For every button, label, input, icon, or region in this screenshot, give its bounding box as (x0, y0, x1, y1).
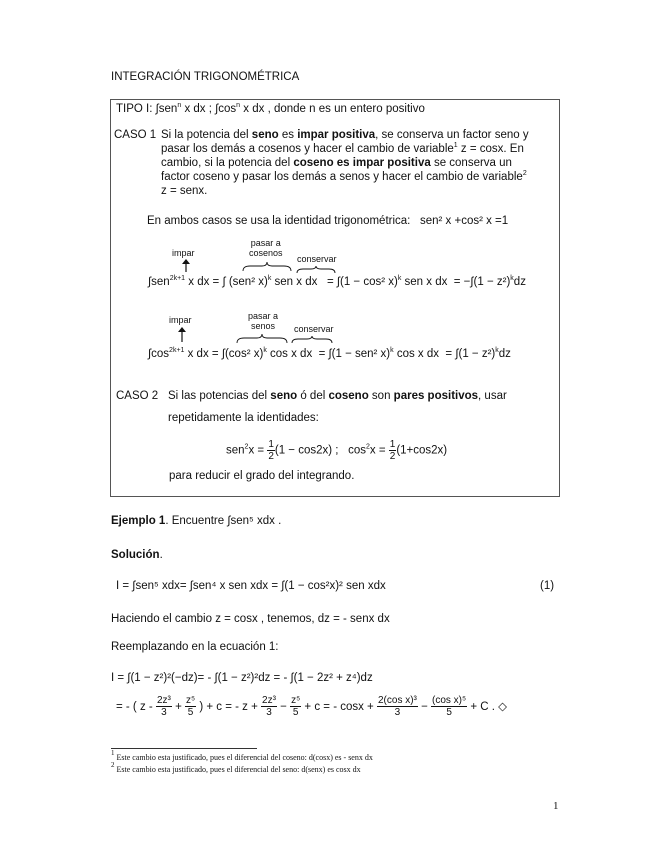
eq3-b: ) + c = - z + (199, 701, 258, 713)
id1-half-den: 2 (268, 451, 274, 462)
caso2-bold-coseno: coseno (328, 390, 369, 402)
page-title: INTEGRACIÓN TRIGONOMÉTRICA (111, 71, 300, 83)
eq3-d: + c = - cosx + (304, 701, 374, 713)
footnote-1-text: Este cambio esta justificado, pues el diferencial del coseno: d(cosx) es - senx dx (114, 753, 373, 762)
eq2: I = ∫(1 − z²)²(−dz)= - ∫(1 − z²)²dz = - ∫(1 − 2z² + z⁴)dz (111, 672, 373, 684)
sen-mid: ∫ (sen² x) (222, 276, 268, 288)
caso1-bold-es: es (333, 157, 353, 169)
sen-conservar-label: conservar (297, 254, 337, 264)
tipo1-int-cos: ∫cos (215, 103, 237, 115)
solucion-dot: . (159, 549, 163, 561)
eq1: I = ∫sen⁵ xdx= ∫sen⁴ x sen xdx = ∫(1 − cos²x)² sen xdx (116, 580, 386, 592)
eq3-f1-num: 2z³ (156, 695, 171, 707)
cos-conservar-label: conservar (294, 324, 334, 334)
eq3-minus: − (421, 701, 428, 713)
cos-k: k (263, 347, 267, 354)
caso2-text-o: ó del (297, 390, 329, 402)
id1-rhs: (1 − cos2x) ; (274, 444, 339, 457)
eq3 (116, 692, 507, 722)
reemplazo-line: Reemplazando en la ecuación 1: (111, 641, 279, 653)
eq3-frac3 (377, 695, 418, 718)
eq3-frac4 (431, 695, 467, 718)
eq3-f2-num: z⁵ (185, 695, 196, 707)
cos-rhs1: = ∫(1 − sen² x) (318, 348, 391, 360)
cos-brace-conservar (291, 336, 333, 344)
cos-pasar-a: pasar a (248, 311, 279, 321)
sen-pasar-a: pasar a (250, 238, 281, 248)
caso1-line5: z = senx. (161, 185, 208, 197)
sen-pasar-label (249, 238, 283, 258)
caso1-bold-impar: impar positiva (297, 129, 376, 141)
eq3-f2-den: 5 (187, 707, 194, 719)
caso1-bold-seno: seno (251, 129, 279, 141)
caso2-identities (226, 439, 447, 462)
cos-mid-tail: cos x dx (266, 348, 313, 360)
sen-lhs-exp: 2k+1 (169, 275, 186, 282)
cos-rhs2-tail: dz (498, 348, 511, 360)
caso1-text-a: Si la potencia del (161, 129, 252, 141)
sen-brace-pasar (242, 262, 292, 272)
id2-half-num: 1 (389, 439, 396, 450)
id2-eq: x = (369, 444, 386, 457)
caso2-label: CASO 2 (116, 390, 159, 402)
id2-rhs: (1+cos2x) (396, 444, 448, 457)
tipo1-int-sen: ∫sen (155, 103, 178, 115)
sen-up-arrow-icon (180, 258, 192, 272)
tipo1-int-sen-tail: x dx ; (184, 103, 212, 115)
sen-brace-conservar (296, 266, 336, 274)
footnote-1-mark: 1 (111, 749, 115, 757)
cos-impar-label: impar (169, 315, 192, 325)
eq3-f1b-den: 3 (266, 707, 272, 719)
id2-exp: 2 (365, 443, 370, 451)
tipo1-exp-n2: n (236, 102, 241, 109)
eq3-c: − (280, 701, 287, 713)
caso2-bold-pares: pares positivos (393, 390, 479, 402)
cos-brace-pasar (236, 334, 288, 344)
caso1-line2-text: pasar los demás a cosenos y hacer el cambio de variable (161, 143, 454, 155)
sen-cosenos: cosenos (249, 248, 283, 258)
caso1-line1 (161, 129, 559, 143)
cos-senos: senos (251, 321, 276, 331)
eq3-f4-num: (cos x)⁵ (432, 695, 467, 707)
caso1-line4 (161, 171, 559, 185)
cambio-line: Haciendo el cambio z = cosx , tenemos, dz = - senx dx (111, 613, 390, 625)
sen-k3: k (510, 275, 514, 282)
cos-up-arrow-icon (176, 326, 188, 342)
caso2-bold-seno: seno (270, 390, 298, 402)
id2-half-den: 2 (389, 451, 396, 462)
cos-mid: ∫(cos² x) (221, 348, 264, 360)
caso1-text-c: , se conserva un factor seno y (375, 129, 529, 141)
caso2-line1 (168, 390, 507, 402)
caso1-line3-a: cambio, si la potencia del (161, 157, 294, 169)
caso1-line2 (161, 143, 559, 157)
eq3-frac2 (185, 695, 196, 718)
eq3-f1b-num: 2z³ (262, 695, 276, 707)
caso2-text-son: son (368, 390, 394, 402)
solucion-label: Solución (111, 549, 160, 561)
footnote-2 (111, 761, 361, 774)
sen-rhs1: = ∫(1 − cos² x) (326, 276, 398, 288)
tipo1-label: TIPO I: (116, 103, 153, 115)
id1-exp: 2 (244, 443, 249, 451)
ejemplo-integral: ∫sen⁵ xdx . (227, 515, 282, 527)
footnote-2-mark: 2 (111, 761, 115, 769)
cos-k3: k (495, 347, 499, 354)
caso2-text-a: Si las potencias del (168, 390, 271, 402)
caso1-bold-impar2: impar positiva (352, 157, 431, 169)
tipo1-int-cos-tail: x dx , donde n es un entero positivo (243, 103, 425, 115)
caso1-line3 (161, 157, 559, 171)
sen-k: k (267, 275, 272, 282)
ejemplo-line (111, 515, 281, 527)
eq3-f2b-num: z⁵ (291, 695, 301, 707)
caso1-text-b: es (278, 129, 298, 141)
sen-rhs1-tail: sen x dx (401, 276, 448, 288)
caso1-line2-tail: z = cosx. En (457, 143, 524, 155)
identity-text: En ambos casos se usa la identidad trigonométrica: (147, 215, 411, 227)
cos-rhs2: = ∫(1 − z²) (445, 348, 496, 360)
page-number: 1 (553, 800, 559, 812)
eq3-f4-den: 5 (446, 707, 452, 719)
formula-cos-line (148, 348, 511, 360)
caso1-label: CASO 1 (114, 129, 157, 141)
cos-rhs1-tail: cos x dx (393, 348, 440, 360)
caso2-line2: repetidamente la identidades: (168, 412, 319, 424)
eq3-frac2b (290, 695, 301, 718)
eq3-end: + C . ◇ (470, 701, 508, 713)
sen-lhs-tail: x dx = (185, 276, 220, 288)
cos-pasar-label (248, 311, 278, 331)
footnote-mark-2: 2 (522, 170, 527, 177)
cos-lhs: ∫cos (148, 348, 170, 360)
sen-lhs: ∫sen (148, 276, 170, 288)
sen-rhs2: = −∫(1 − z²) (453, 276, 511, 288)
sen-mid-tail: sen x dx (271, 276, 318, 288)
id1-half (267, 439, 275, 462)
cos-lhs-exp: 2k+1 (169, 347, 185, 354)
id1-half-num: 1 (268, 439, 274, 450)
sen-k2: k (397, 275, 402, 282)
eq3-f2b-den: 5 (292, 707, 299, 719)
footnote-1 (111, 749, 373, 762)
footnote-mark-1: 1 (453, 142, 458, 149)
formula-sen-line (148, 276, 526, 288)
tipo1-exp-n: n (177, 102, 182, 109)
eq3-frac1b (261, 695, 277, 718)
footnote-divider (111, 748, 257, 749)
caso1-line3-b: se conserva un (430, 157, 512, 169)
identity-formula: sen² x +cos² x =1 (419, 215, 509, 227)
eq3-f3-num: 2(cos x)³ (377, 695, 417, 707)
eq3-f1-den: 3 (161, 707, 167, 719)
id1-eq: x = (248, 444, 265, 457)
ejemplo-label: Ejemplo 1 (111, 515, 166, 527)
eq3-f3-den: 3 (394, 707, 401, 719)
identity-line (147, 215, 508, 227)
eq1-number: (1) (540, 580, 555, 592)
id1-lhs: sen (226, 444, 245, 457)
eq3-frac1 (156, 695, 172, 718)
ejemplo-text: . Encuentre (165, 515, 228, 527)
cos-k2: k (390, 347, 394, 354)
caso1-bold-coseno: coseno (293, 157, 334, 169)
id2-lhs: cos (348, 444, 366, 457)
caso1-line4-text: factor coseno y pasar los demás a senos y hacer el cambio de variable (161, 171, 523, 183)
caso2-text-b: , usar (478, 390, 507, 402)
cos-lhs-tail: x dx = (184, 348, 219, 360)
eq3-plus: + (175, 701, 182, 713)
eq3-a: = - ( z - (116, 701, 153, 713)
solucion-line (111, 549, 163, 561)
tipo1-line (116, 103, 425, 115)
sen-rhs2-tail: dz (513, 276, 526, 288)
sen-impar-label: impar (172, 248, 195, 258)
footnote-2-text: Este cambio esta justificado, pues el diferencial del seno: d(senx) es cosx dx (114, 765, 361, 774)
caso2-line3: para reducir el grado del integrando. (169, 470, 355, 482)
